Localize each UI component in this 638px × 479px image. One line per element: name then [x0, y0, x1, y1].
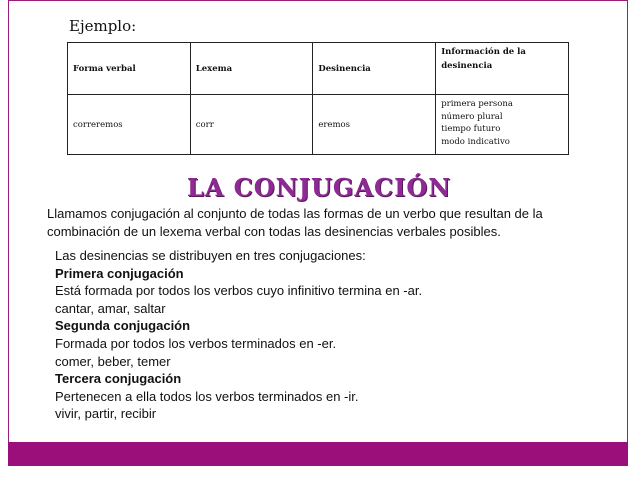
examples-line: vivir, partir, recibir: [55, 406, 157, 422]
body-line: Formada por todos los verbos terminados en -er.: [55, 335, 337, 351]
cell-desinencia: eremos: [313, 95, 436, 155]
body-line: Las desinencias se distribuyen en tres conjugaciones:: [55, 248, 366, 263]
body-line: Está formada por todos los verbos cuyo infinitivo termina en -ar.: [55, 283, 423, 299]
title-area: [9, 173, 629, 202]
heading-segunda-conjugacion: Segunda conjugación: [55, 318, 191, 334]
body-line: Pertenecen a ella todos los verbos terminados en -ir.: [55, 388, 359, 404]
example-table: [67, 42, 569, 155]
heading-tercera-conjugacion: Tercera conjugación: [55, 371, 182, 387]
intro-paragraph: Llamamos conjugación al conjunto de todas las formas de un verbo que resultan de la combinación de un lexema verbal con todas las desinencias verbales posibles.: [47, 206, 543, 239]
header-desinencia: Desinencia: [313, 43, 436, 95]
page-title: LA CONJUGACIÓN: [186, 173, 452, 202]
footer-bar: [8, 442, 628, 466]
cell-forma-verbal: correremos: [68, 95, 191, 155]
info-line: tiempo futuro: [441, 124, 501, 134]
info-line: primera persona: [441, 99, 513, 109]
header-lexema: Lexema: [190, 43, 313, 95]
examples-line: cantar, amar, saltar: [55, 300, 166, 316]
cell-informacion: [436, 95, 569, 155]
example-label: Ejemplo:: [69, 17, 137, 35]
header-informacion: Información de la desinencia: [436, 43, 569, 95]
table-header-row: [68, 43, 569, 95]
cell-lexema: corr: [190, 95, 313, 155]
examples-line: comer, beber, temer: [55, 353, 171, 369]
header-forma-verbal: Forma verbal: [68, 43, 191, 95]
info-line: modo indicativo: [441, 136, 510, 147]
table-row: [68, 95, 569, 155]
slide: [8, 0, 628, 442]
heading-primera-conjugacion: Primera conjugación: [55, 265, 184, 281]
info-line: número plural: [441, 111, 503, 122]
conjugation-list: [55, 247, 615, 423]
